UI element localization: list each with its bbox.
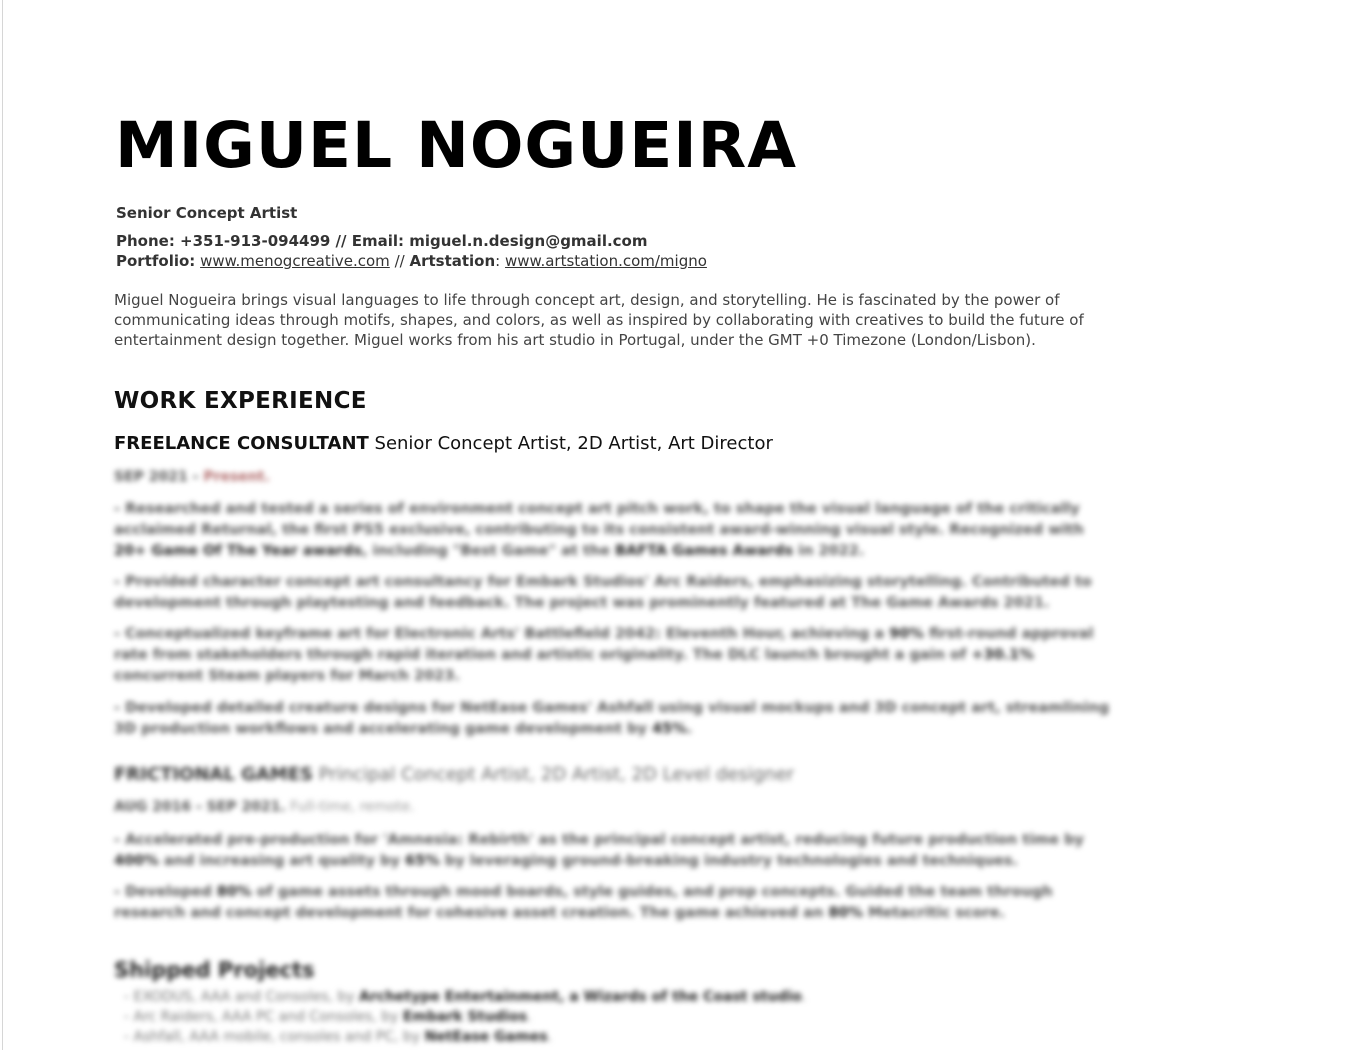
bullet-text: in 2022.	[793, 543, 865, 559]
job-bullet	[114, 830, 1119, 872]
portfolio-label: Portfolio:	[116, 252, 196, 270]
shipped-projects-list	[124, 987, 806, 1047]
list-item	[124, 1007, 806, 1027]
job-header-frictional	[114, 764, 794, 785]
bullet-text: - Developed detailed creature designs for NetEase Games' Ashfall using visual mockups and 3D concept art, streamlining 3D production workflows and accelerating game development by	[114, 700, 1110, 737]
artstation-label: Artstation	[409, 252, 496, 270]
work-experience-heading: WORK EXPERIENCE	[114, 388, 367, 414]
bullet-text: by leveraging ground-breaking industry technologies and techniques.	[439, 853, 1019, 869]
bullet-highlight: 80%	[828, 905, 864, 921]
artstation-colon: :	[495, 252, 501, 270]
job-dates-type: Full-time, remote.	[285, 799, 415, 815]
bullet-text: , including "Best Game" at the	[361, 543, 615, 559]
bullet-text: .	[686, 721, 693, 737]
bullet-highlight: 65%	[405, 853, 440, 869]
bullet-highlight: +30.1%	[971, 647, 1034, 663]
phone-email-line: Phone: +351-913-094499 // Email: miguel.n.design@gmail.com	[116, 232, 648, 250]
project-studio: Archetype Entertainment, a Wizards of the Coast studio	[359, 989, 802, 1005]
job-company: FRICTIONAL GAMES	[114, 764, 313, 785]
candidate-role: Senior Concept Artist	[116, 204, 298, 222]
profile-summary: Miguel Nogueira brings visual languages to life through concept art, design, and storytelling. He is fascinated by the power of communicating ideas through motifs, shapes, and colors, as well as inspired by collaborating with creatives to build the future of entertainment design together. Miguel works from his art studio in Portugal, under the GMT +0 Timezone (London/Lisbon).	[114, 291, 1084, 349]
bullet-highlight: BAFTA Games Awards	[614, 543, 794, 559]
project-text: - Ashfall, AAA mobile, consoles and PC, by	[124, 1029, 425, 1045]
bullet-text: - Accelerated pre-production for 'Amnesia: Rebirth' as the principal concept artist, reducing future production time by	[114, 832, 1084, 848]
job-bullet	[114, 882, 1119, 924]
job-dates-range: AUG 2016 - SEP 2021.	[114, 799, 286, 815]
job-dates-present: Present.	[203, 469, 270, 485]
list-item	[124, 1027, 806, 1047]
bullet-text: - Conceptualized keyframe art for Electronic Arts' Battlefield 2042: Eleventh Hour, achieving a	[114, 626, 890, 642]
bullet-highlight: 90%	[889, 626, 924, 642]
portfolio-link[interactable]: www.menogcreative.com	[200, 252, 390, 270]
project-end: .	[801, 989, 807, 1005]
job-bullet	[114, 499, 1119, 562]
bullet-highlight: 80%	[216, 884, 252, 900]
bullet-highlight: 400%	[114, 853, 159, 869]
project-studio: NetEase Games	[424, 1029, 548, 1045]
candidate-name: MIGUEL NOGUEIRA	[115, 109, 798, 182]
bullet-text: first-round approval rate from stakeholders through rapid iteration and artistic originality. The DLC launch brought a gain of	[114, 626, 1094, 663]
bullet-highlight: 45%	[651, 721, 687, 737]
project-studio: Embark Studios	[402, 1009, 528, 1025]
job-roles: Principal Concept Artist, 2D Artist, 2D Level designer	[312, 764, 795, 785]
bullet-text: - Developed	[114, 884, 217, 900]
project-text: - Arc Raiders, AAA PC and Consoles, by	[124, 1009, 403, 1025]
page-left-edge	[2, 0, 3, 1050]
job-company: FREELANCE CONSULTANT	[114, 433, 369, 454]
bullet-highlight: 20+ Game Of The Year awards	[114, 543, 362, 559]
project-end: .	[547, 1029, 552, 1045]
contact-block	[116, 231, 707, 271]
job-dates	[114, 469, 270, 485]
bullet-text: and increasing art quality by	[158, 853, 406, 869]
job-bullet	[114, 698, 1119, 740]
bullet-text: concurrent Steam players for March 2023.	[114, 668, 460, 684]
bullet-text: - Provided character concept art consultancy for Embark Studios' Arc Raiders, emphasizing storytelling. Contributed to development through playtesting and feedback. The project was prominently featured at The Game Awards 2021.	[114, 574, 1092, 611]
contact-separator: //	[394, 252, 405, 270]
job-roles: Senior Concept Artist, 2D Artist, Art Director	[368, 433, 773, 454]
job-dates	[114, 799, 415, 815]
shipped-projects-heading: Shipped Projects	[114, 958, 315, 982]
job-bullet	[114, 572, 1119, 614]
artstation-link[interactable]: www.artstation.com/migno	[505, 252, 707, 270]
project-text: - EXODUS, AAA and Consoles, by	[124, 989, 360, 1005]
list-item	[124, 987, 806, 1007]
bullet-text: - Researched and tested a series of environment concept art pitch work, to shape the visual language of the critically acclaimed Returnal, the first PS5 exclusive, contributing to its consistent award-winning visual style. Recognized with	[114, 501, 1084, 538]
project-end: .	[527, 1009, 532, 1025]
bullet-text: Metacritic score.	[863, 905, 1006, 921]
bullet-text: of game assets through mood boards, style guides, and prop concepts. Guided the team through research and concept development for cohesive asset creation. The game achieved an	[114, 884, 1053, 921]
job-dates-range: SEP 2021 -	[114, 469, 204, 485]
job-header-freelance	[114, 433, 773, 454]
job-bullet	[114, 624, 1119, 687]
